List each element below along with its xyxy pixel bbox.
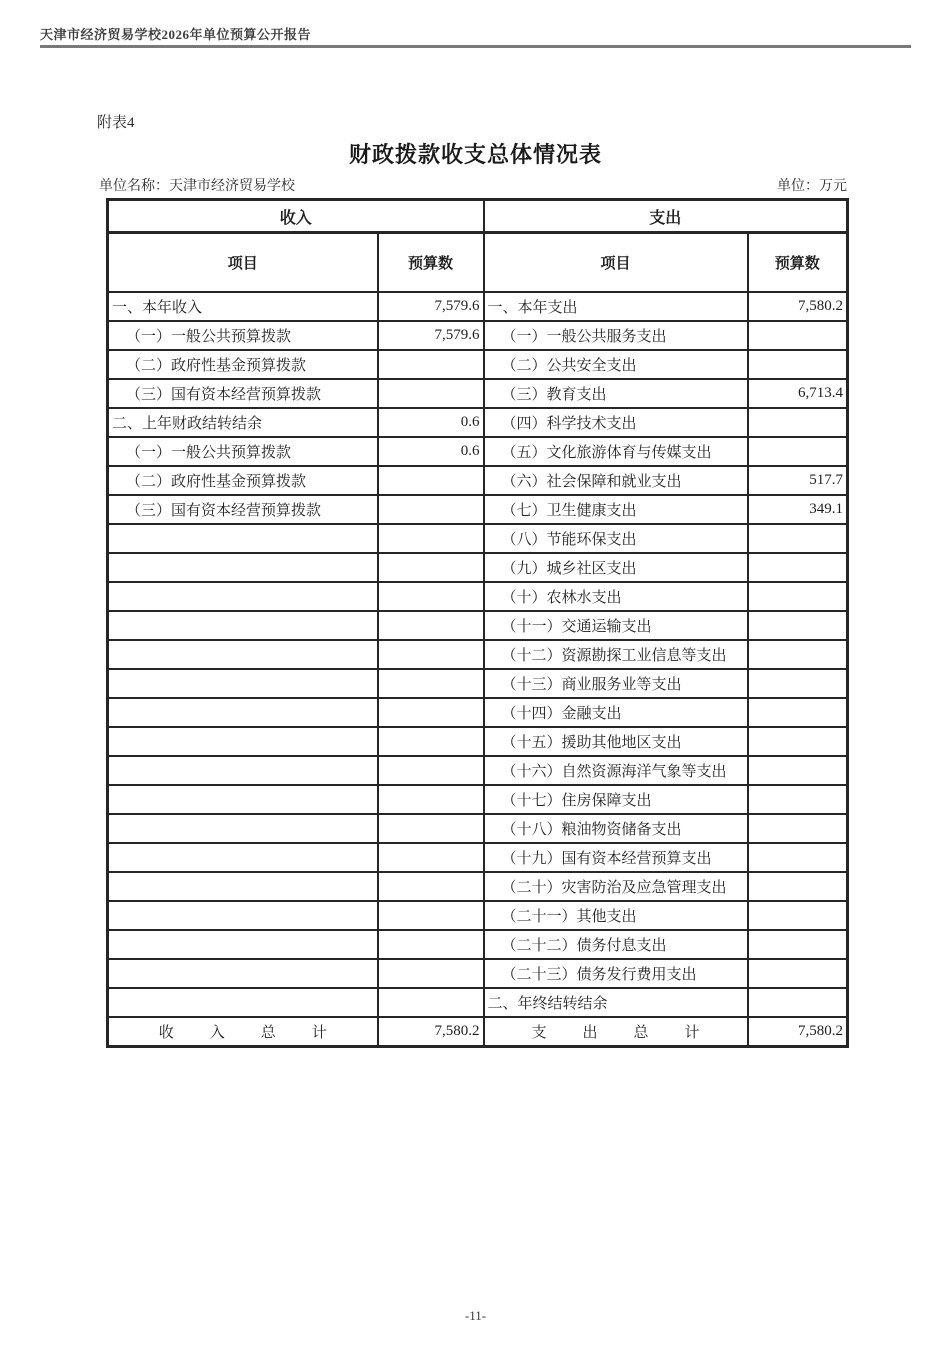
table-row — [108, 553, 848, 582]
expense-budget-cell: 517.7 — [748, 466, 848, 495]
table-row — [108, 669, 848, 698]
income-item-cell — [108, 611, 378, 640]
income-item-cell: （三）国有资本经营预算拨款 — [108, 379, 378, 408]
expense-budget-cell — [748, 698, 848, 727]
expense-budget-cell — [748, 901, 848, 930]
income-item-column-header: 项目 — [108, 233, 378, 292]
expense-budget-cell — [748, 785, 848, 814]
table-row — [108, 698, 848, 727]
income-budget-cell — [378, 727, 484, 756]
income-budget-cell — [378, 756, 484, 785]
income-total-value: 7,580.2 — [378, 1017, 484, 1047]
expense-item-cell: （七）卫生健康支出 — [484, 495, 748, 524]
income-item-cell — [108, 814, 378, 843]
expense-total-label: 支 出 总 计 — [484, 1017, 748, 1047]
income-budget-cell — [378, 872, 484, 901]
income-item-cell: （二）政府性基金预算拨款 — [108, 350, 378, 379]
expense-item-cell: （十四）金融支出 — [484, 698, 748, 727]
table-row — [108, 959, 848, 988]
expense-budget-cell — [748, 988, 848, 1017]
table-row — [108, 611, 848, 640]
expense-item-cell: （二十一）其他支出 — [484, 901, 748, 930]
income-item-cell — [108, 640, 378, 669]
income-item-cell — [108, 959, 378, 988]
income-budget-cell: 7,579.6 — [378, 321, 484, 350]
income-budget-cell — [378, 611, 484, 640]
table-row — [108, 901, 848, 930]
table-row — [108, 582, 848, 611]
total-row — [108, 1017, 848, 1047]
expense-budget-cell — [748, 321, 848, 350]
income-budget-cell: 7,579.6 — [378, 292, 484, 321]
page-number: -11- — [464, 1308, 487, 1323]
income-budget-column-header: 预算数 — [378, 233, 484, 292]
expense-budget-cell — [748, 959, 848, 988]
table-row — [108, 408, 848, 437]
income-section-header: 收入 — [108, 200, 484, 233]
income-budget-cell — [378, 350, 484, 379]
income-item-cell — [108, 901, 378, 930]
income-budget-cell: 0.6 — [378, 437, 484, 466]
table-row — [108, 872, 848, 901]
expense-item-cell: （十）农林水支出 — [484, 582, 748, 611]
income-item-cell — [108, 872, 378, 901]
income-budget-cell — [378, 669, 484, 698]
unit-of-measure-label: 单位：万元 — [777, 179, 847, 194]
expense-budget-cell — [748, 437, 848, 466]
income-budget-cell — [378, 959, 484, 988]
table-row — [108, 524, 848, 553]
expense-item-cell: （一）一般公共服务支出 — [484, 321, 748, 350]
expense-item-cell: 一、本年支出 — [484, 292, 748, 321]
table-row — [108, 785, 848, 814]
expense-budget-cell — [748, 524, 848, 553]
table-row — [108, 437, 848, 466]
income-budget-cell — [378, 582, 484, 611]
document-header — [40, 24, 311, 43]
expense-budget-cell — [748, 611, 848, 640]
table-row — [108, 727, 848, 756]
income-item-cell — [108, 785, 378, 814]
expense-budget-cell: 7,580.2 — [748, 292, 848, 321]
expense-budget-cell — [748, 669, 848, 698]
table-row — [108, 495, 848, 524]
table-row — [108, 379, 848, 408]
expense-budget-cell — [748, 814, 848, 843]
table-row — [108, 756, 848, 785]
header-divider — [40, 45, 911, 48]
expense-item-cell: （八）节能环保支出 — [484, 524, 748, 553]
income-item-cell: 一、本年收入 — [108, 292, 378, 321]
expense-budget-cell — [748, 553, 848, 582]
expense-budget-cell — [748, 350, 848, 379]
income-total-label: 收 入 总 计 — [108, 1017, 378, 1047]
expense-item-cell: （二十二）债务付息支出 — [484, 930, 748, 959]
table-row — [108, 321, 848, 350]
expense-total-value: 7,580.2 — [748, 1017, 848, 1047]
expense-section-header: 支出 — [484, 200, 848, 233]
expense-item-cell: （十三）商业服务业等支出 — [484, 669, 748, 698]
income-budget-cell — [378, 901, 484, 930]
budget-table — [106, 198, 849, 1048]
expense-item-cell: （十八）粮油物资储备支出 — [484, 814, 748, 843]
table-row — [108, 814, 848, 843]
expense-item-cell: （二）公共安全支出 — [484, 350, 748, 379]
section-header-row — [108, 200, 848, 233]
expense-budget-cell — [748, 727, 848, 756]
table-row — [108, 988, 848, 1017]
table-row — [108, 930, 848, 959]
income-budget-cell — [378, 466, 484, 495]
table-row — [108, 292, 848, 321]
expense-item-cell: （三）教育支出 — [484, 379, 748, 408]
expense-budget-cell: 6,713.4 — [748, 379, 848, 408]
table-row — [108, 640, 848, 669]
expense-item-cell: （十九）国有资本经营预算支出 — [484, 843, 748, 872]
expense-item-cell: （九）城乡社区支出 — [484, 553, 748, 582]
income-item-cell — [108, 698, 378, 727]
expense-item-cell: （十一）交通运输支出 — [484, 611, 748, 640]
budget-table-body — [108, 292, 848, 1017]
expense-item-cell: （四）科学技术支出 — [484, 408, 748, 437]
income-item-cell — [108, 727, 378, 756]
income-budget-cell — [378, 553, 484, 582]
income-item-cell: 二、上年财政结转结余 — [108, 408, 378, 437]
income-budget-cell — [378, 814, 484, 843]
expense-item-cell: （六）社会保障和就业支出 — [484, 466, 748, 495]
income-item-cell: （二）政府性基金预算拨款 — [108, 466, 378, 495]
page-title: 财政拨款收支总体情况表 — [348, 142, 602, 167]
attachment-label: 附表4 — [97, 115, 135, 131]
expense-item-column-header: 项目 — [484, 233, 748, 292]
income-item-cell — [108, 988, 378, 1017]
income-budget-cell — [378, 785, 484, 814]
income-budget-cell — [378, 379, 484, 408]
expense-budget-cell — [748, 930, 848, 959]
income-budget-cell: 0.6 — [378, 408, 484, 437]
income-item-cell: （三）国有资本经营预算拨款 — [108, 495, 378, 524]
table-row — [108, 350, 848, 379]
income-item-cell: （一）一般公共预算拨款 — [108, 437, 378, 466]
income-budget-cell — [378, 640, 484, 669]
expense-item-cell: （十五）援助其他地区支出 — [484, 727, 748, 756]
income-item-cell — [108, 669, 378, 698]
income-item-cell — [108, 582, 378, 611]
expense-budget-cell: 349.1 — [748, 495, 848, 524]
table-meta-row — [99, 175, 847, 195]
income-budget-cell — [378, 843, 484, 872]
expense-item-cell: （十二）资源勘探工业信息等支出 — [484, 640, 748, 669]
income-budget-cell — [378, 495, 484, 524]
income-budget-cell — [378, 930, 484, 959]
income-item-cell — [108, 756, 378, 785]
expense-item-cell: （十七）住房保障支出 — [484, 785, 748, 814]
expense-item-cell: 二、年终结转结余 — [484, 988, 748, 1017]
expense-budget-cell — [748, 756, 848, 785]
income-item-cell: （一）一般公共预算拨款 — [108, 321, 378, 350]
column-header-row — [108, 233, 848, 292]
income-budget-cell — [378, 524, 484, 553]
expense-budget-cell — [748, 582, 848, 611]
expense-budget-cell — [748, 843, 848, 872]
income-item-cell — [108, 843, 378, 872]
expense-item-cell: （二十三）债务发行费用支出 — [484, 959, 748, 988]
income-item-cell — [108, 553, 378, 582]
expense-budget-column-header: 预算数 — [748, 233, 848, 292]
income-item-cell — [108, 524, 378, 553]
expense-budget-cell — [748, 640, 848, 669]
expense-budget-cell — [748, 408, 848, 437]
income-budget-cell — [378, 698, 484, 727]
expense-item-cell: （五）文化旅游体育与传媒支出 — [484, 437, 748, 466]
unit-name-label: 单位名称：天津市经济贸易学校 — [99, 179, 295, 194]
income-budget-cell — [378, 988, 484, 1017]
table-row — [108, 843, 848, 872]
expense-budget-cell — [748, 872, 848, 901]
expense-item-cell: （十六）自然资源海洋气象等支出 — [484, 756, 748, 785]
expense-item-cell: （二十）灾害防治及应急管理支出 — [484, 872, 748, 901]
document-header-title: 天津市经济贸易学校2026年单位预算公开报告 — [40, 27, 312, 42]
table-row — [108, 466, 848, 495]
income-item-cell — [108, 930, 378, 959]
